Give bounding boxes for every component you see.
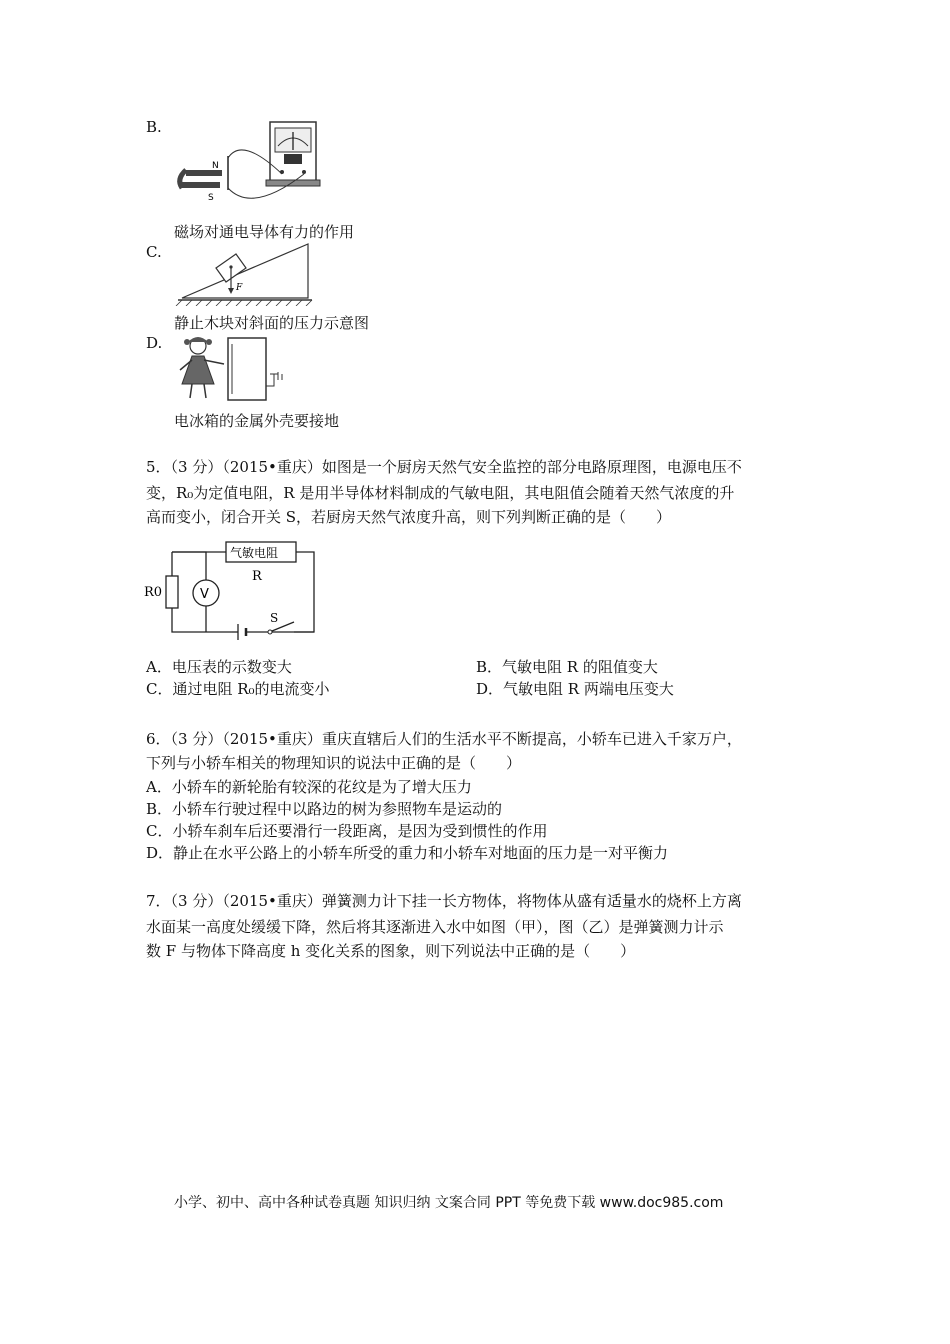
q6-stem-line-1: 6．（3 分）（2015•重庆）重庆直辖后人们的生活水平不断提高，小轿车已进入千家万户， <box>146 730 742 748</box>
q6-option-c: C．小轿车刹车后还要滑行一段距离，是因为受到惯性的作用 <box>146 822 548 840</box>
q7-stem-line-3: 数 F 与物体下降高度 h 变化关系的图象，则下列说法中正确的是（ ） <box>146 942 636 960</box>
incline-triangle <box>182 244 308 298</box>
south-pole-label: S <box>208 193 214 203</box>
q7-stem-line-2: 水面某一高度处缓缓下降，然后将其逐渐进入水中如图（甲），图（乙）是弹簧测力计示 <box>146 918 724 936</box>
q5-option-b: B．气敏电阻 R 的阻值变大 <box>476 658 658 676</box>
figure-girl-fridge <box>174 334 286 404</box>
option-b-caption: 磁场对通电导体有力的作用 <box>174 223 355 241</box>
magnet-bottom-arm <box>182 182 220 188</box>
option-d-letter: D. <box>146 334 163 352</box>
r-label: R <box>252 569 262 584</box>
q6-stem-line-2: 下列与小轿车相关的物理知识的说法中正确的是（ ） <box>146 754 522 772</box>
q5-stem-line-1: 5．（3 分）（2015•重庆）如图是一个厨房天然气安全监控的部分电路原理图，电源电压不 <box>146 458 742 476</box>
ground-wire <box>266 374 274 386</box>
option-c-letter: C. <box>146 243 162 261</box>
q5-option-c: C．通过电阻 R₀的电流变小 <box>146 680 330 698</box>
r0-resistor <box>166 576 178 608</box>
q5-option-a: A．电压表的示数变大 <box>146 658 292 676</box>
girl-dress <box>182 356 214 384</box>
q6-option-b: B．小轿车行驶过程中以路边的树为参照物车是运动的 <box>146 800 503 818</box>
fridge-body <box>228 338 266 400</box>
q6-option-d: D．静止在水平公路上的小轿车所受的重力和小轿车对地面的压力是一对平衡力 <box>146 844 669 862</box>
figure-incline-block <box>174 240 316 306</box>
north-pole-label: N <box>212 161 219 171</box>
option-c-caption: 静止木块对斜面的压力示意图 <box>174 314 370 332</box>
option-b-letter: B. <box>146 118 162 136</box>
switch-label: S <box>270 611 279 625</box>
voltmeter-label: V <box>200 587 209 602</box>
figure-circuit <box>142 540 322 642</box>
r0-label: R0 <box>144 585 163 600</box>
q5-stem-line-2: 变，R₀为定值电阻，R 是用半导体材料制成的气敏电阻，其电阻值会随着天然气浓度的升 <box>146 484 735 502</box>
force-label: F <box>236 283 243 293</box>
q7-stem-line-1: 7．（3 分）（2015•重庆）弹簧测力计下挂一长方物体，将物体从盛有适量水的烧杯上方离 <box>146 892 742 910</box>
q6-option-a: A．小轿车的新轮胎有较深的花纹是为了增大压力 <box>146 778 472 796</box>
option-d-caption: 电冰箱的金属外壳要接地 <box>174 412 340 430</box>
q5-option-d: D．气敏电阻 R 两端电压变大 <box>476 680 674 698</box>
page-footer: 小学、初中、高中各种试卷真题 知识归纳 文案合同 PPT 等免费下载 www.doc985.com <box>174 1195 724 1211</box>
figure-magnet-galvanometer <box>172 118 332 214</box>
gas-sensor-label: 气敏电阻 <box>230 546 279 560</box>
q5-stem-line-3: 高而变小，闭合开关 S，若厨房天然气浓度升高，则下列判断正确的是（ ） <box>146 508 672 526</box>
